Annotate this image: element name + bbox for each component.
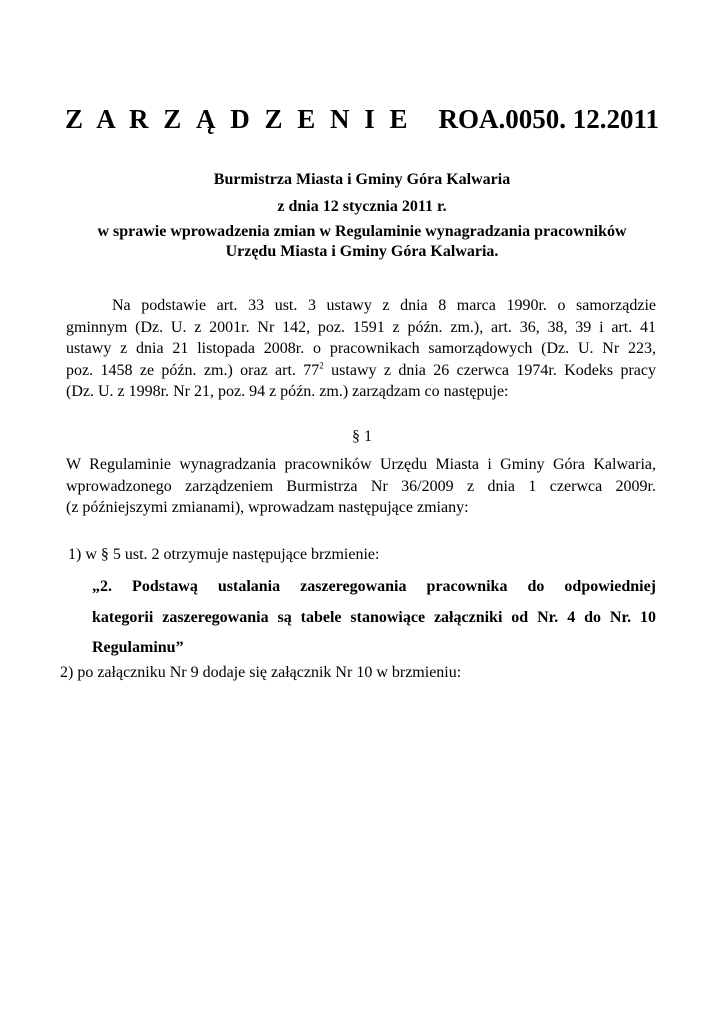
change-item-1: 1) w § 5 ust. 2 otrzymuje następujące brzmienie:: [68, 546, 380, 563]
superscript-2: 2: [319, 360, 324, 371]
document-number: ROA.0050. 12.2011: [438, 104, 660, 134]
quote-line: „2. Podstawą ustalania zaszeregowania pracownika do odpowiedniej: [92, 578, 656, 595]
issuer-line: Burmistrza Miasta i Gminy Góra Kalwaria: [213, 171, 511, 188]
quote-line: Regulaminu”: [92, 639, 184, 656]
preamble-line: ustawy z dnia 21 listopada 2008r. o pracownikach samorządowych (Dz. U. Nr 223,: [66, 340, 656, 357]
preamble-line: (Dz. U. z 1998r. Nr 21, poz. 94 z późn. zm.) zarządzam co następuje:: [66, 383, 509, 400]
preamble-line: gminnym (Dz. U. z 2001r. Nr 142, poz. 1591 z późn. zm.), art. 36, 38, 39 i art. 41: [66, 318, 656, 336]
section-mark-1: § 1: [352, 428, 372, 445]
section-1-line: (z późniejszymi zmianami), wprowadzam następujące zmiany:: [66, 499, 469, 516]
date-line: z dnia 12 stycznia 2011 r.: [277, 198, 447, 215]
subject-line-1: w sprawie wprowadzenia zmian w Regulaminie wynagradzania pracowników: [97, 223, 627, 240]
subject-line-2: Urzędu Miasta i Gminy Góra Kalwaria.: [225, 243, 499, 260]
section-1-paragraph: [66, 454, 656, 519]
change-item-2: 2) po załączniku Nr 9 dodaje się załącznik Nr 10 w brzmieniu:: [60, 664, 462, 681]
document-title-word: Z A R Z Ą D Z E N I E: [64, 104, 412, 134]
preamble-line: Na podstawie art. 33 ust. 3 ustawy z dnia 8 marca 1990r. o samorządzie: [112, 297, 656, 314]
preamble-line: poz. 1458 ze późn. zm.) oraz art. $77^2$ ustawy z dnia 26 czerwca 1974r. Kodeks pracy: [66, 360, 656, 379]
section-1-line: wprowadzonego zarządzeniem Burmistrza Nr 36/2009 z dnia 1 czerwca 2009r.: [66, 477, 656, 495]
quote-line: kategorii zaszeregowania są tabele stanowiące załączniki od Nr. 4 do Nr. 10: [92, 608, 656, 626]
section-1-line: W Regulaminie wynagradzania pracowników Urzędu Miasta i Gminy Góra Kalwaria,: [66, 456, 656, 473]
document-title: [0, 104, 724, 135]
quoted-provision: [92, 572, 656, 664]
preamble-paragraph: [66, 295, 656, 403]
